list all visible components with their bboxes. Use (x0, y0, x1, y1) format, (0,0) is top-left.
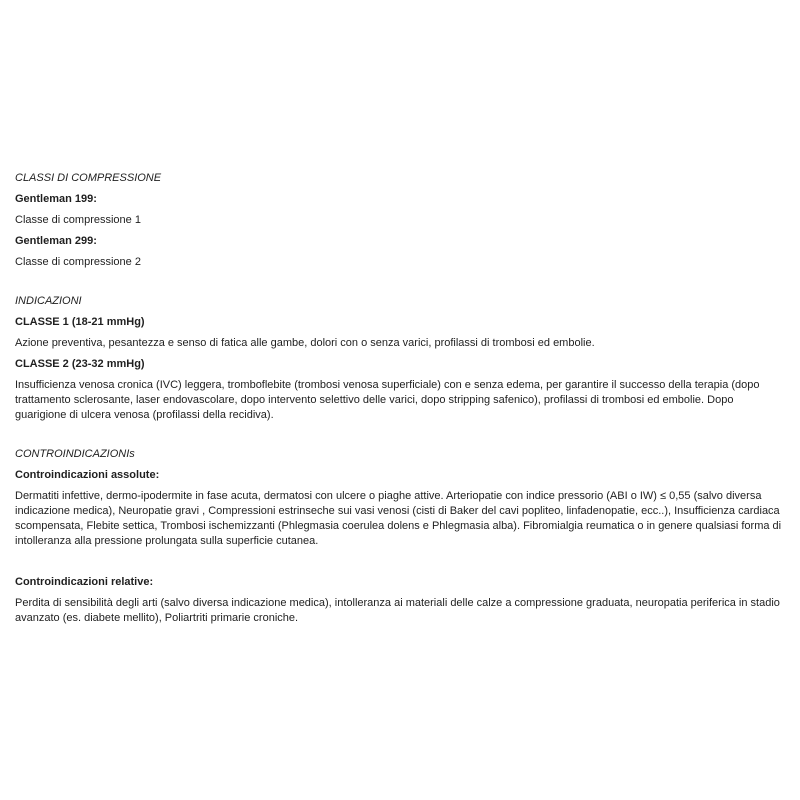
label-gentleman-299: Gentleman 299: (15, 235, 97, 247)
label-gentleman-199: Gentleman 199: (15, 193, 97, 205)
value-classe-compressione-2: Classe di compressione 2 (15, 256, 141, 268)
paragraph-controindicazioni-assolute: Dermatiti infettive, dermo-ipodermite in fase acuta, dermatosi con ulcere o piaghe attive. Arteriopatie con indice pressorio (ABI o IW) ≤ 0,55 (salvo diversa indicazione medica), Neuropatie gravi , Compressioni estrinseche sui vasi venosi (cisti di Baker del cavi popliteo, linfadenopatie, ecc..), Insufficienza cardiaca scompensata, Flebite settica, Trombosi ischemizzanti (Phlegmasia coerulea dolens e Phlegmasia alba). Fibromialgia reumatica o in genere qualsiasi forma di intolleranza alla pressione prolungata sulla superficie cutanea. (15, 490, 782, 547)
paragraph-classe-2: Insufficienza venosa cronica (IVC) leggera, tromboflebite (trombosi venosa superficiale) con e senza edema, per garantire il successo della terapia (dopo trattamento sclerosante, laser endovascolare, dopo intervento selettivo delle varici, dopo stripping safenico), profilassi di trombosi ed embolie. Dopo guarigione di ulcera venosa (profilassi della recidiva). (15, 379, 760, 421)
subheading-controindicazioni-assolute: Controindicazioni assolute: (15, 469, 160, 481)
paragraph-classe-1: Azione preventiva, pesantezza e senso di fatica alle gambe, dolori con o senza varici, profilassi di trombosi ed embolie. (15, 337, 595, 349)
section-heading-classi-di-compressione: CLASSI DI COMPRESSIONE (15, 172, 162, 184)
section-heading-indicazioni: INDICAZIONI (15, 295, 82, 307)
subheading-classe-1: CLASSE 1 (18-21 mmHg) (15, 316, 145, 328)
paragraph-controindicazioni-relative: Perdita di sensibilità degli arti (salvo diversa indicazione medica), intolleranza ai materiali delle calze a compressione graduata, neuropatia periferica in stadio avanzato (es. diabete mellito), Poliartriti primarie croniche. (15, 597, 780, 624)
subheading-classe-2: CLASSE 2 (23-32 mmHg) (15, 358, 145, 370)
value-classe-compressione-1: Classe di compressione 1 (15, 214, 141, 226)
section-heading-controindicazioni: CONTROINDICAZIONIs (15, 448, 135, 460)
subheading-controindicazioni-relative: Controindicazioni relative: (15, 576, 154, 588)
